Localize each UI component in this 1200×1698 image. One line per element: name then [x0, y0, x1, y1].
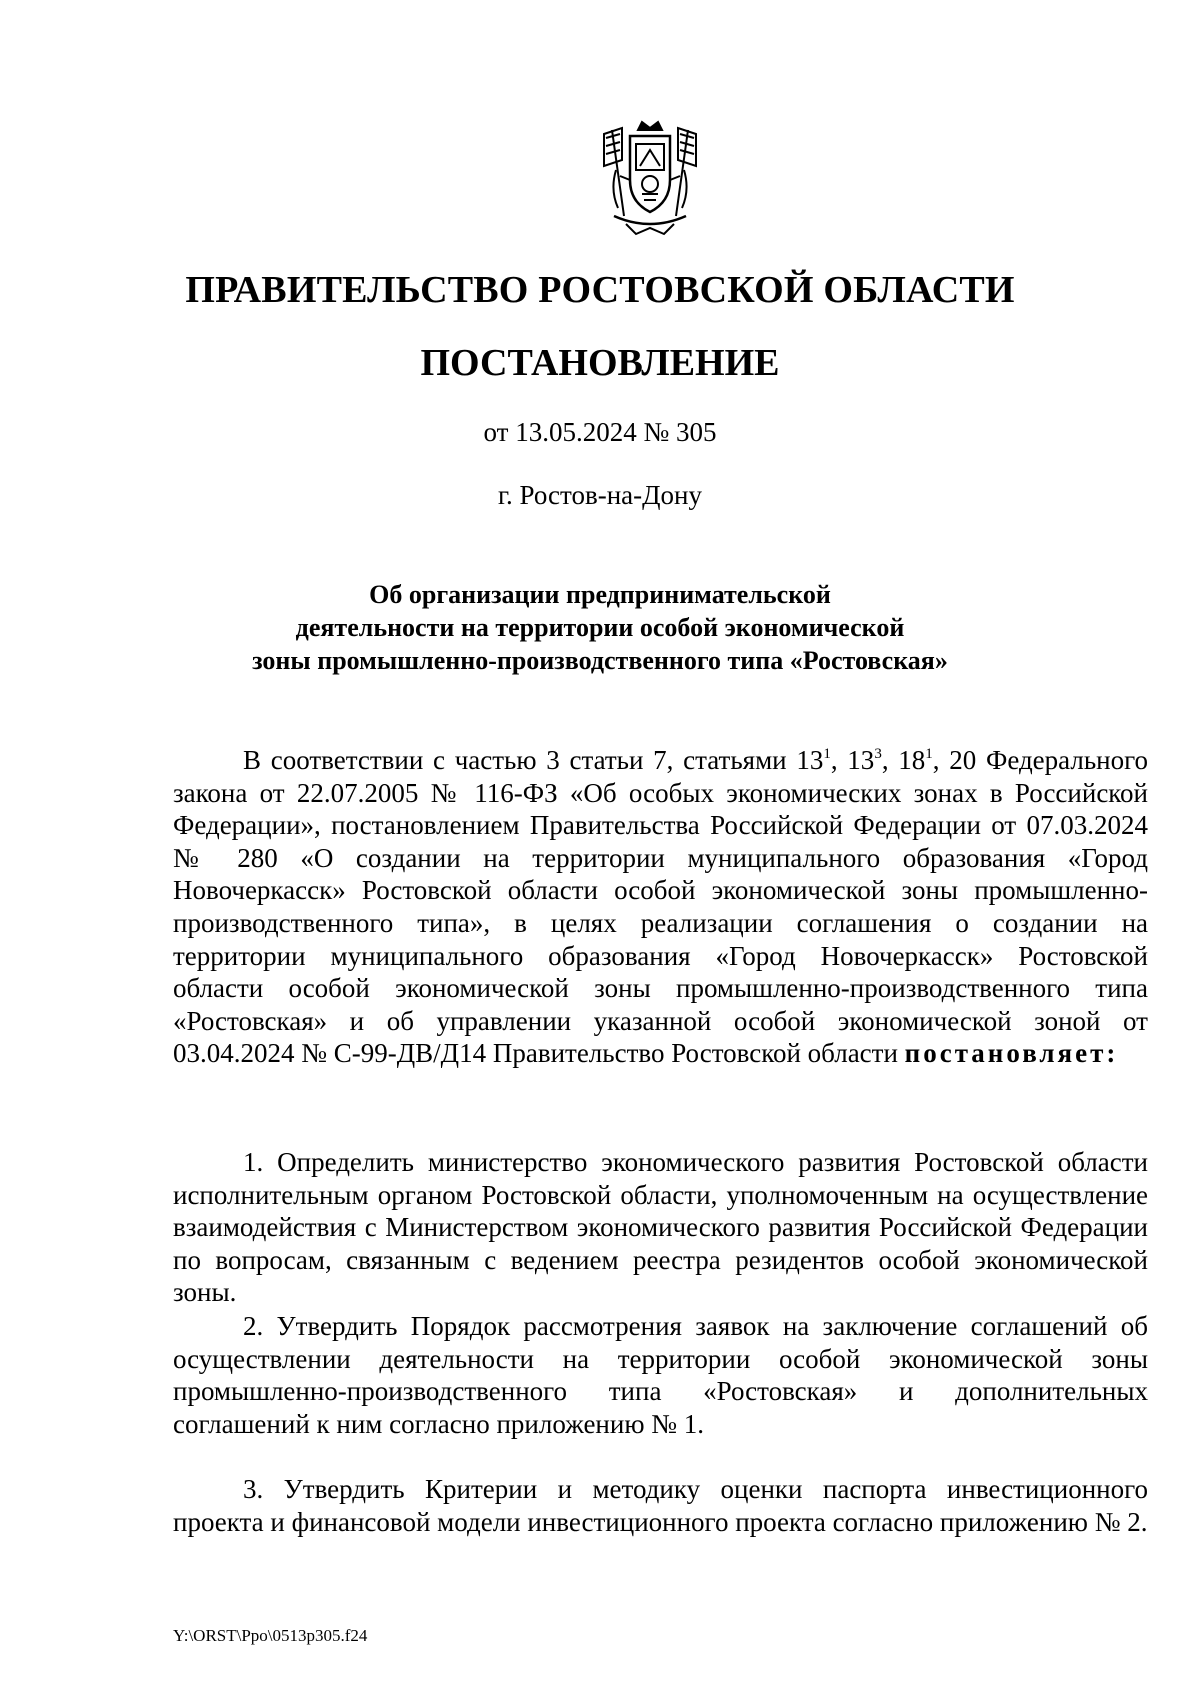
- clause-2: 2. Утвердить Порядок рассмотрения заявок на заключение соглашений об осуществлении деятельности на территории особой экономической зоны промышленно-производственного типа «Ростовская» и дополнительных соглашений к ним согласно приложению № 1.: [173, 1311, 1148, 1439]
- clause-1: 1. Определить министерство экономического развития Ростовской области исполнительным органом Ростовской области, уполномоченным на осуществление взаимодействия с Министерством экономического развития Российской Федерации по вопросам, связанным с ведением реестра резидентов особой экономической зоны.: [173, 1147, 1148, 1308]
- preamble-text: , 18: [881, 745, 926, 775]
- government-name: ПРАВИТЕЛЬСТВО РОСТОВСКОЙ ОБЛАСТИ: [185, 269, 1015, 311]
- clause-3: 3. Утвердить Критерии и методику оценки паспорта инвестиционного проекта и финансовой модели инвестиционного проекта согласно приложению № 2.: [173, 1474, 1148, 1537]
- preamble-paragraph: [173, 744, 1148, 1070]
- superscript: 1: [925, 746, 933, 762]
- superscript: 1: [823, 746, 831, 762]
- preamble-text: , 13: [830, 745, 875, 775]
- coat-of-arms-icon: [596, 120, 704, 240]
- title-line: Об организации предпринимательской: [369, 580, 831, 609]
- document-type: ПОСТАНОВЛЕНИЕ: [420, 342, 780, 384]
- document-title: [0, 578, 1200, 677]
- city: г. Ростов-на-Дону: [497, 480, 702, 510]
- preamble-text: , 20 Федерального закона от 22.07.2005 № 116-ФЗ «Об особых экономических зонах в Российской Федерации», постановлением Правительства Российской Федерации от 07.03.2024 № 280 «О создании на территории муниципального образования «Город Новочеркасск» Ростовской области особой экономической зоны промышленно-производственного типа», в целях реализации соглашения о создании на территории муниципального образования «Город Новочеркасск» Ростовской области особой экономической зоны промышленно-производственного типа «Ростовская» и об управлении указанной особой экономической зоной от 03.04.2024 № С-99-ДВ/Д14 Правительство Ростовской области: [173, 745, 1149, 1069]
- date-and-number: от 13.05.2024 № 305: [483, 417, 717, 447]
- title-line: деятельности на территории особой экономической: [295, 613, 905, 642]
- resolves-keyword: постановляет:: [904, 1038, 1119, 1069]
- preamble-text: В соответствии с частью 3 статьи 7, статьями 13: [243, 745, 824, 775]
- title-line: зоны промышленно-производственного типа «Ростовская»: [252, 646, 948, 675]
- superscript: 3: [874, 746, 882, 762]
- file-path: Y:\ORST\Ppo\0513p305.f24: [173, 1626, 368, 1645]
